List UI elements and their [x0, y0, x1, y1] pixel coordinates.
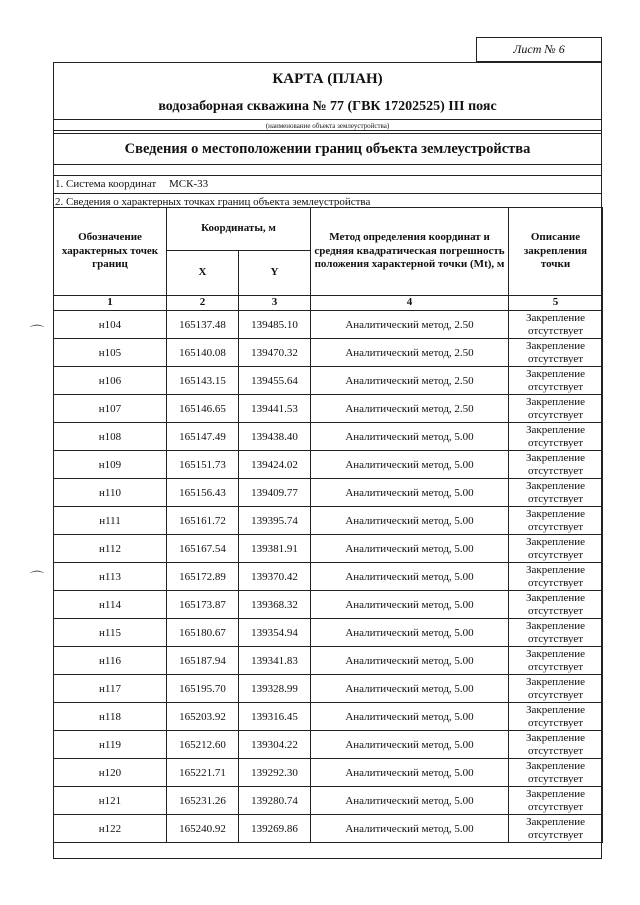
method-cell: Аналитический метод, 5.00 [311, 563, 509, 591]
point-cell: н119 [54, 731, 167, 759]
y-cell: 139470.32 [239, 339, 311, 367]
table-row [54, 787, 603, 815]
point-cell: н104 [54, 311, 167, 339]
description-cell: Закрепление отсутствует [509, 395, 603, 423]
header-coords: Координаты, м [167, 208, 311, 251]
description-cell: Закрепление отсутствует [509, 647, 603, 675]
column-numbers-row: 1 2 3 4 5 [54, 296, 603, 311]
x-cell: 165187.94 [167, 647, 239, 675]
point-cell: н110 [54, 479, 167, 507]
x-cell: 165151.73 [167, 451, 239, 479]
table-row [54, 451, 603, 479]
point-cell: н115 [54, 619, 167, 647]
point-cell: н108 [54, 423, 167, 451]
method-cell: Аналитический метод, 5.00 [311, 535, 509, 563]
method-cell: Аналитический метод, 5.00 [311, 619, 509, 647]
x-cell: 165240.92 [167, 815, 239, 843]
method-cell: Аналитический метод, 5.00 [311, 731, 509, 759]
y-cell: 139292.30 [239, 759, 311, 787]
table-row [54, 395, 603, 423]
method-cell: Аналитический метод, 5.00 [311, 815, 509, 843]
header-method: Метод определения координат и средняя квадратическая погрешность положения характерной точки (Mt), м [311, 208, 509, 296]
description-cell: Закрепление отсутствует [509, 339, 603, 367]
description-cell: Закрепление отсутствует [509, 451, 603, 479]
boundary-points-table [53, 207, 603, 843]
table-row [54, 507, 603, 535]
x-cell: 165167.54 [167, 535, 239, 563]
y-cell: 139455.64 [239, 367, 311, 395]
method-cell: Аналитический метод, 2.50 [311, 339, 509, 367]
table-row [54, 563, 603, 591]
y-cell: 139368.32 [239, 591, 311, 619]
table-row [54, 619, 603, 647]
header-x: X [167, 251, 239, 296]
method-cell: Аналитический метод, 5.00 [311, 423, 509, 451]
x-cell: 165146.65 [167, 395, 239, 423]
coordinate-system-value: МСК-33 [168, 178, 209, 190]
coordinate-system-label: 1. Система координат [55, 178, 157, 190]
method-cell: Аналитический метод, 5.00 [311, 759, 509, 787]
point-cell: н121 [54, 787, 167, 815]
table-row [54, 703, 603, 731]
x-cell: 165231.26 [167, 787, 239, 815]
header-point: Обозначение характерных точек границ [54, 208, 167, 296]
point-cell: н105 [54, 339, 167, 367]
method-cell: Аналитический метод, 2.50 [311, 395, 509, 423]
point-cell: н116 [54, 647, 167, 675]
point-cell: н107 [54, 395, 167, 423]
x-cell: 165180.67 [167, 619, 239, 647]
description-cell: Закрепление отсутствует [509, 619, 603, 647]
x-cell: 165212.60 [167, 731, 239, 759]
y-cell: 139354.94 [239, 619, 311, 647]
description-cell: Закрепление отсутствует [509, 479, 603, 507]
y-cell: 139424.02 [239, 451, 311, 479]
table-row [54, 731, 603, 759]
description-cell: Закрепление отсутствует [509, 563, 603, 591]
y-cell: 139316.45 [239, 703, 311, 731]
method-cell: Аналитический метод, 5.00 [311, 591, 509, 619]
method-cell: Аналитический метод, 2.50 [311, 311, 509, 339]
x-cell: 165172.89 [167, 563, 239, 591]
method-cell: Аналитический метод, 5.00 [311, 507, 509, 535]
table-row [54, 647, 603, 675]
description-cell: Закрепление отсутствует [509, 423, 603, 451]
point-cell: н120 [54, 759, 167, 787]
object-name: водозаборная скважина № 77 (ГВК 17202525) III пояс [158, 99, 497, 114]
table-row [54, 479, 603, 507]
description-cell: Закрепление отсутствует [509, 591, 603, 619]
y-cell: 139395.74 [239, 507, 311, 535]
y-cell: 139485.10 [239, 311, 311, 339]
description-cell: Закрепление отсутствует [509, 367, 603, 395]
x-cell: 165203.92 [167, 703, 239, 731]
points-section-title: 2. Сведения о характерных точках границ объекта землеустройства [53, 193, 602, 210]
method-cell: Аналитический метод, 5.00 [311, 451, 509, 479]
x-cell: 165156.43 [167, 479, 239, 507]
table-row [54, 535, 603, 563]
description-cell: Закрепление отсутствует [509, 815, 603, 843]
sheet-number: Лист № 6 [476, 37, 602, 62]
description-cell: Закрепление отсутствует [509, 787, 603, 815]
y-cell: 139370.42 [239, 563, 311, 591]
x-cell: 165147.49 [167, 423, 239, 451]
table-row [54, 311, 603, 339]
table-row [54, 815, 603, 843]
y-cell: 139269.86 [239, 815, 311, 843]
x-cell: 165143.15 [167, 367, 239, 395]
header-description: Описание закрепления точки [509, 208, 603, 296]
table-row [54, 367, 603, 395]
description-cell: Закрепление отсутствует [509, 731, 603, 759]
method-cell: Аналитический метод, 5.00 [311, 703, 509, 731]
scan-mark: ⌒ [30, 326, 44, 341]
x-cell: 165195.70 [167, 675, 239, 703]
description-cell: Закрепление отсутствует [509, 675, 603, 703]
y-cell: 139381.91 [239, 535, 311, 563]
y-cell: 139304.22 [239, 731, 311, 759]
x-cell: 165221.71 [167, 759, 239, 787]
x-cell: 165173.87 [167, 591, 239, 619]
table-row [54, 675, 603, 703]
method-cell: Аналитический метод, 5.00 [311, 479, 509, 507]
point-cell: н106 [54, 367, 167, 395]
description-cell: Закрепление отсутствует [509, 759, 603, 787]
method-cell: Аналитический метод, 5.00 [311, 675, 509, 703]
description-cell: Закрепление отсутствует [509, 507, 603, 535]
point-cell: н114 [54, 591, 167, 619]
x-cell: 165140.08 [167, 339, 239, 367]
y-cell: 139341.83 [239, 647, 311, 675]
point-cell: н117 [54, 675, 167, 703]
description-cell: Закрепление отсутствует [509, 311, 603, 339]
table-row [54, 423, 603, 451]
point-cell: н111 [54, 507, 167, 535]
point-cell: н113 [54, 563, 167, 591]
method-cell: Аналитический метод, 2.50 [311, 367, 509, 395]
point-cell: н112 [54, 535, 167, 563]
description-cell: Закрепление отсутствует [509, 703, 603, 731]
scan-mark: ⌒ [30, 572, 44, 587]
table-row [54, 759, 603, 787]
point-cell: н118 [54, 703, 167, 731]
y-cell: 139438.40 [239, 423, 311, 451]
table-row [54, 339, 603, 367]
point-cell: н109 [54, 451, 167, 479]
x-cell: 165161.72 [167, 507, 239, 535]
method-cell: Аналитический метод, 5.00 [311, 647, 509, 675]
y-cell: 139441.53 [239, 395, 311, 423]
method-cell: Аналитический метод, 5.00 [311, 787, 509, 815]
x-cell: 165137.48 [167, 311, 239, 339]
y-cell: 139409.77 [239, 479, 311, 507]
section-title: Сведения о местоположении границ объекта землеустройства [53, 133, 602, 165]
document-title: КАРТА (ПЛАН) [272, 71, 383, 87]
object-caption: (наименование объекта землеустройства) [53, 119, 602, 131]
table-row [54, 591, 603, 619]
coordinate-system-line [53, 175, 602, 192]
description-cell: Закрепление отсутствует [509, 535, 603, 563]
y-cell: 139328.99 [239, 675, 311, 703]
y-cell: 139280.74 [239, 787, 311, 815]
header-y: Y [239, 251, 311, 296]
point-cell: н122 [54, 815, 167, 843]
